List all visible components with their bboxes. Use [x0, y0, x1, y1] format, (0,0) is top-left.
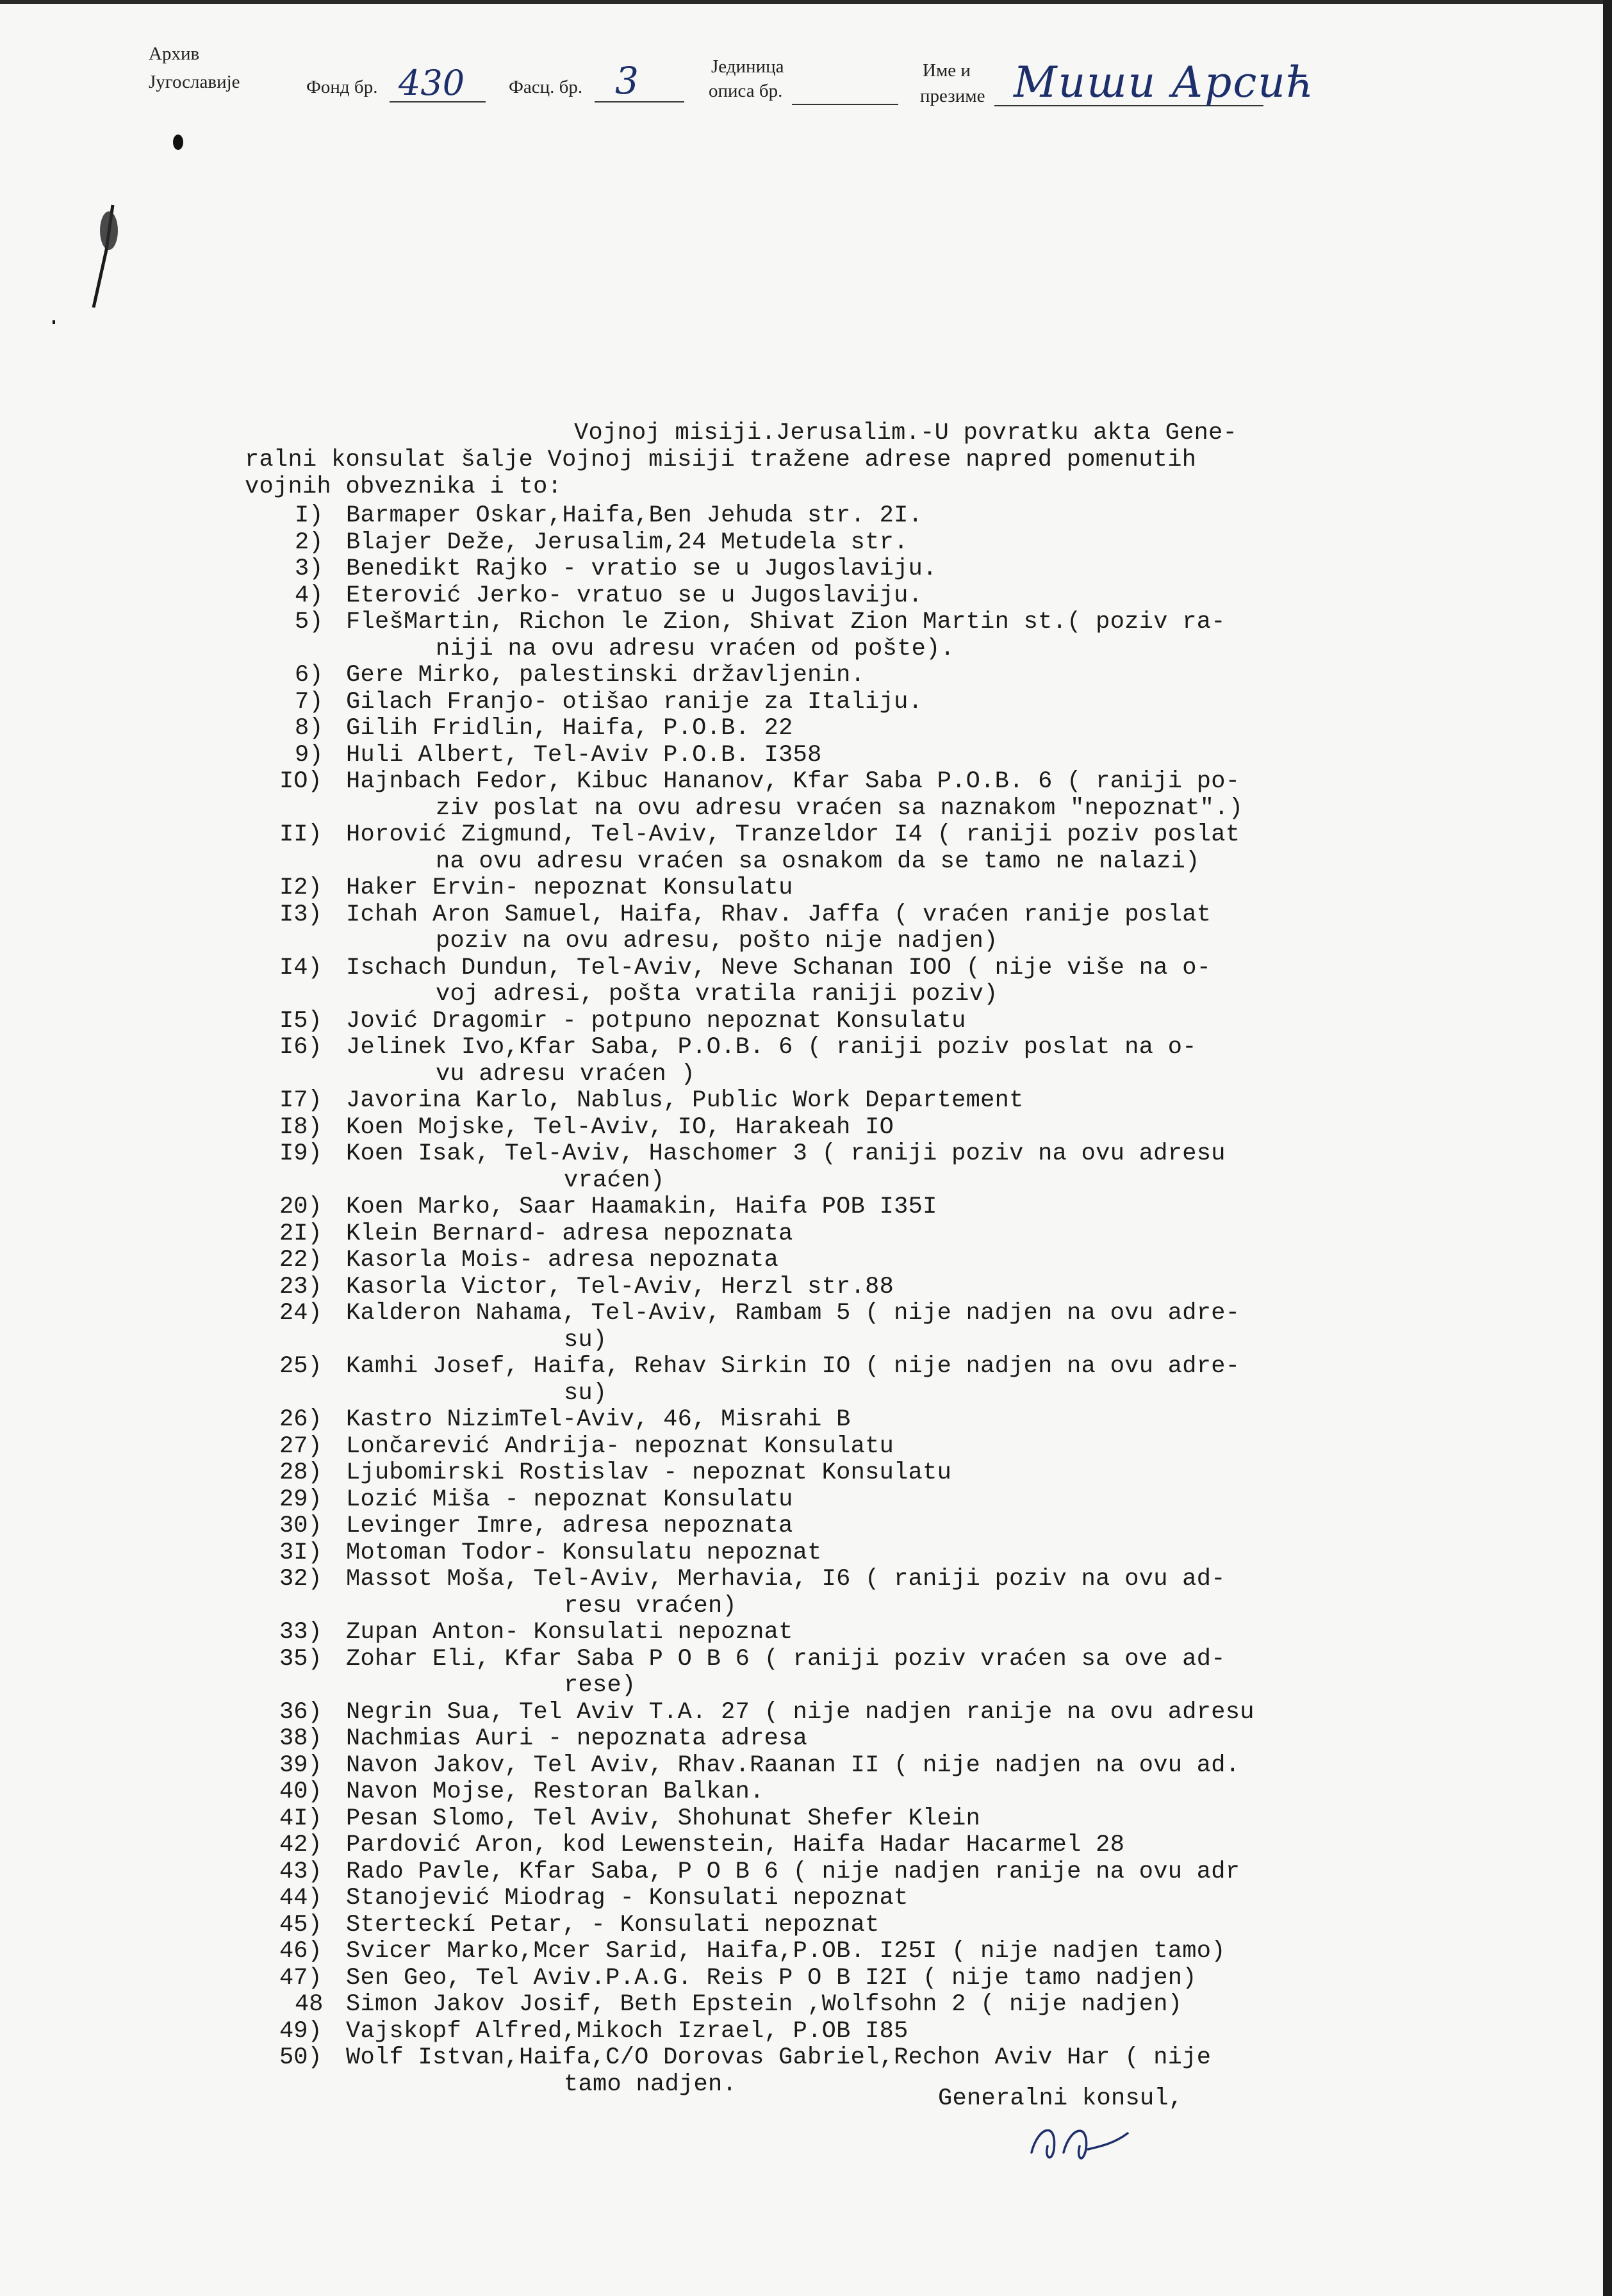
closing: Generalni konsul,	[938, 2085, 1183, 2112]
entry-text: Ischach Dundun, Tel-Aviv, Neve Schanan IOO ( nije više na o-	[346, 954, 1212, 981]
entry-number: I7)	[279, 1087, 322, 1114]
intro-line-1: Vojnoj misiji.Jerusalim.-U povratku akta Gene-	[574, 420, 1238, 447]
entry-number: I8)	[279, 1113, 322, 1141]
entry-text: Wolf Istvan,Haifa,C/O Dorovas Gabriel,Rechon Aviv Har ( nije	[346, 2044, 1212, 2071]
entry-text: Gere Mirko, palestinski državljenin.	[346, 662, 866, 689]
entry-number: 23)	[279, 1273, 322, 1300]
entry-text: Rado Pavle, Kfar Saba, P O B 6 ( nije nadjen ranije na ovu adr	[346, 1858, 1240, 1885]
entry-number: 6)	[295, 662, 324, 689]
entry-text: Kalderon Nahama, Tel-Aviv, Rambam 5 ( nije nadjen na ovu adre-	[346, 1300, 1240, 1327]
entry-text-continued: niji na ovu adresu vraćen od pošte).	[436, 635, 955, 662]
entry-number: 32)	[279, 1566, 322, 1593]
entry-text: Pesan Slomo, Tel Aviv, Shohunat Shefer Klein	[346, 1805, 981, 1832]
entry-text: Simon Jakov Josif, Beth Epstein ,Wolfsohn 2 ( nije nadjen)	[346, 1991, 1183, 2018]
entry-number: 4)	[295, 582, 324, 609]
entry-number: 7)	[295, 688, 324, 716]
entry-number: 30)	[279, 1513, 322, 1539]
entry-number: 33)	[279, 1619, 322, 1646]
entry-text: Zohar Eli, Kfar Saba P O B 6 ( raniji poziv vraćen sa ove ad-	[346, 1645, 1226, 1673]
entry-number: I6)	[279, 1034, 322, 1061]
entry-number: 8)	[295, 715, 324, 742]
scan-border-right	[1603, 0, 1612, 2296]
entry-text: Navon Jakov, Tel Aviv, Rhav.Raanan II ( nije nadjen na ovu ad.	[346, 1751, 1240, 1779]
entry-number: I2)	[279, 874, 322, 901]
entry-text: Svicer Marko,Mcer Sarid, Haifa,P.OB. I25I ( nije nadjen tamo)	[346, 1938, 1226, 1965]
entry-number: 49)	[279, 2017, 322, 2045]
entry-number: 25)	[279, 1353, 322, 1380]
pencil-mark	[76, 192, 127, 320]
entry-text: Kamhi Josef, Haifa, Rehav Sirkin IO ( nije nadjen na ovu adre-	[346, 1353, 1240, 1380]
entry-text: Ichah Aron Samuel, Haifa, Rhav. Jaffa ( vraćen ranije poslat	[346, 901, 1212, 928]
entry-text: Navon Mojse, Restoran Balkan.	[346, 1778, 764, 1805]
fasc-label: Фасц. бр.	[509, 77, 583, 97]
entry-number: I4)	[279, 954, 322, 981]
entry-number: I)	[295, 502, 324, 529]
entry-text: Vajskopf Alfred,Mikoch Izrael, P.OB I85	[346, 2017, 909, 2045]
entry-text: Sterteckí Petar, - Konsulati nepoznat	[346, 1911, 880, 1939]
entry-text: Sen Geo, Tel Aviv.P.A.G. Reis P O B I2I ( nije tamo nadjen)	[346, 1964, 1197, 1992]
intro-line-2: ralni konsulat šalje Vojnoj misiji tražene adrese napred pomenutih	[245, 447, 1197, 473]
unit-label-2: описа бр.	[709, 81, 783, 101]
entry-text: Levinger Imre, adresa nepoznata	[346, 1513, 793, 1539]
entry-number: I9)	[279, 1140, 322, 1167]
intro-line-3: vojnih obveznika i to:	[245, 473, 563, 500]
entry-number: 39)	[279, 1751, 322, 1779]
entry-number: 9)	[295, 741, 324, 769]
entry-number: 2I)	[279, 1220, 322, 1247]
entry-number: I5)	[279, 1007, 322, 1035]
entry-text: Kasorla Mois- adresa nepoznata	[346, 1247, 779, 1274]
entry-number: 22)	[279, 1247, 322, 1274]
entry-text-continued: resu vraćen)	[564, 1592, 737, 1620]
entry-number: 27)	[279, 1432, 322, 1460]
entry-text: Koen Isak, Tel-Aviv, Haschomer 3 ( raniji poziv na ovu adresu	[346, 1140, 1226, 1167]
entry-text: Negrin Sua, Tel Aviv T.A. 27 ( nije nadjen ranije na ovu adresu	[346, 1698, 1254, 1726]
entry-text: Gilih Fridlin, Haifa, P.O.B. 22	[346, 715, 793, 742]
entry-number: 20)	[279, 1193, 322, 1220]
unit-field-line	[792, 104, 898, 105]
dust-dot	[53, 320, 55, 324]
name-label-2: презиме	[920, 86, 985, 106]
entry-text: Kasorla Victor, Tel-Aviv, Herzl str.88	[346, 1273, 894, 1300]
entry-text: Haker Ervin- nepoznat Konsulatu	[346, 874, 793, 901]
unit-label-1: Јединица	[711, 56, 784, 77]
entry-number: 29)	[279, 1486, 322, 1513]
entry-number: 36)	[279, 1698, 322, 1726]
entry-text-continued: na ovu adresu vraćen sa osnakom da se tamo ne nalazi)	[436, 848, 1200, 875]
entry-number: 42)	[279, 1832, 322, 1858]
ink-blot	[173, 135, 183, 150]
entry-text: Javorina Karlo, Nablus, Public Work Departement	[346, 1087, 1024, 1114]
fond-value: 430	[399, 63, 465, 103]
entry-text-continued: vraćen)	[564, 1167, 665, 1194]
entry-text: Jelinek Ivo,Kfar Saba, P.O.B. 6 ( raniji poziv poslat na o-	[346, 1034, 1197, 1061]
entry-number: 2)	[295, 529, 324, 556]
entry-text-continued: ziv poslat na ovu adresu vraćen sa naznakom "nepoznat".)	[436, 794, 1244, 822]
entry-text: Kastro NizimTel-Aviv, 46, Misrahi B	[346, 1406, 851, 1433]
entry-text-continued: rese)	[564, 1672, 636, 1699]
entry-number: 26)	[279, 1406, 322, 1433]
entry-number: 24)	[279, 1300, 322, 1327]
entry-number: 3I)	[279, 1539, 322, 1566]
entry-text: Stanojević Miodrag - Konsulati nepoznat	[346, 1885, 909, 1912]
entry-number: IO)	[279, 768, 322, 795]
entry-text-continued: voj adresi, pošta vratila raniji poziv)	[436, 981, 998, 1008]
entry-text: Gilach Franjo- otišao ranije za Italiju.	[346, 688, 923, 716]
entry-text-continued: tamo nadjen.	[564, 2070, 737, 2098]
entry-number: II)	[279, 821, 322, 848]
entry-number: 45)	[279, 1911, 322, 1939]
entry-text: Motoman Todor- Konsulatu nepoznat	[346, 1539, 822, 1566]
name-label-1: Име и	[923, 60, 971, 81]
scan-border-top	[0, 0, 1612, 4]
fasc-field-line	[595, 101, 684, 102]
archive-line1: Архив	[149, 44, 200, 64]
entry-text: Koen Mojske, Tel-Aviv, IO, Harakeah IO	[346, 1113, 894, 1141]
entry-text: Koen Marko, Saar Haamakin, Haifa POB I35I	[346, 1193, 937, 1220]
entry-text-continued: vu adresu vraćen )	[436, 1060, 696, 1088]
entry-number: 48	[295, 1991, 324, 2018]
name-value: Миши Арсић	[1014, 58, 1315, 107]
entry-text: Horović Zigmund, Tel-Aviv, Tranzeldor I4 ( raniji poziv poslat	[346, 821, 1240, 848]
entry-number: 35)	[279, 1645, 322, 1673]
entry-text: Eterović Jerko- vratuo se u Jugoslaviju.	[346, 582, 923, 609]
entry-number: I3)	[279, 901, 322, 928]
entry-text: Nachmias Auri - nepoznata adresa	[346, 1725, 808, 1752]
entry-number: 46)	[279, 1938, 322, 1965]
entry-text: Klein Bernard- adresa nepoznata	[346, 1220, 793, 1247]
entry-text-continued: poziv na ovu adresu, pošto nije nadjen)	[436, 928, 998, 955]
entry-text: FlešMartin, Richon le Zion, Shivat Zion Martin st.( poziv ra-	[346, 609, 1226, 636]
entry-text-continued: su)	[564, 1379, 607, 1407]
entry-text: Huli Albert, Tel-Aviv P.O.B. I358	[346, 741, 822, 769]
entry-text: Pardović Aron, kod Lewenstein, Haifa Hadar Hacarmel 28	[346, 1832, 1125, 1858]
entry-text: Jović Dragomir - potpuno nepoznat Konsulatu	[346, 1007, 966, 1035]
archive-line2: Југославије	[149, 72, 240, 92]
fasc-value: 3	[615, 59, 639, 102]
entry-text: Benedikt Rajko - vratio se u Jugoslaviju.	[346, 555, 937, 582]
fond-label: Фонд бр.	[306, 77, 378, 97]
entry-text-continued: su)	[564, 1326, 607, 1354]
entry-number: 3)	[295, 555, 324, 582]
entry-number: 44)	[279, 1885, 322, 1912]
entry-text: Lozić Miša - nepoznat Konsulatu	[346, 1486, 793, 1513]
entry-number: 5)	[295, 609, 324, 636]
entry-number: 40)	[279, 1778, 322, 1805]
entry-number: 38)	[279, 1725, 322, 1752]
signature	[1019, 2114, 1147, 2172]
entry-text: Ljubomirski Rostislav - nepoznat Konsulatu	[346, 1459, 952, 1486]
entry-number: 28)	[279, 1459, 322, 1486]
entry-number: 50)	[279, 2044, 322, 2071]
entry-text: Lončarević Andrija- nepoznat Konsulatu	[346, 1432, 894, 1460]
entry-text: Zupan Anton- Konsulati nepoznat	[346, 1619, 793, 1646]
entry-text: Massot Moša, Tel-Aviv, Merhavia, I6 ( raniji poziv na ovu ad-	[346, 1566, 1226, 1593]
entry-text: Blajer Deže, Jerusalim,24 Metudela str.	[346, 529, 909, 556]
entry-text: Barmaper Oskar,Haifa,Ben Jehuda str. 2I.	[346, 502, 923, 529]
entry-number: 43)	[279, 1858, 322, 1885]
entry-number: 4I)	[279, 1805, 322, 1832]
entry-text: Hajnbach Fedor, Kibuc Hananov, Kfar Saba P.O.B. 6 ( raniji po-	[346, 768, 1240, 795]
entry-number: 47)	[279, 1964, 322, 1992]
